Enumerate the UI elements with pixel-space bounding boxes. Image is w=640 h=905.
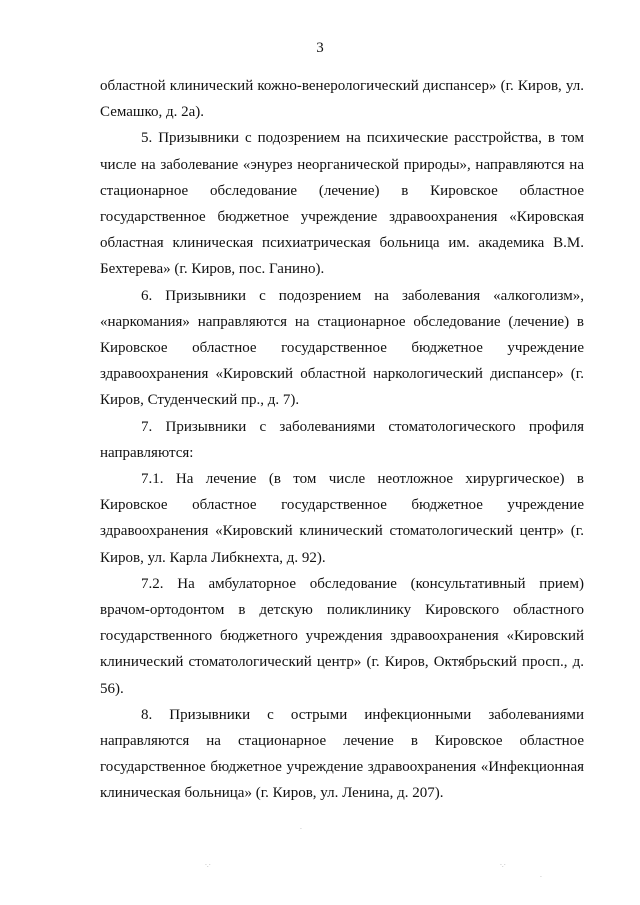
paragraph-item-7-1: 7.1. На лечение (в том числе неотложное хирургическое) в Кировское областное государственное бюджетное учреждение здравоохранения «Кировский клинический стоматологический центр» (г. Киров, ул. Карла Либкнехта, д. 92). xyxy=(100,471,584,566)
scan-artifact-dot: · xyxy=(300,826,302,833)
paragraph-item-8: 8. Призывники с острыми инфекционными заболеваниями направляются на стационарное лечение в Кировское областное государственное бюджетное учреждение здравоохранения «Инфекционная клиническая больница» (г. Киров, ул. Ленина, д. 207). xyxy=(100,706,584,802)
scan-artifact-mark: ·.· xyxy=(205,862,211,869)
document-body xyxy=(100,73,584,807)
paragraph-continuation: областной клинический кожно-венерологический диспансер» (г. Киров, ул. Семашко, д. 2а). xyxy=(100,78,584,121)
paragraph-item-7-2: 7.2. На амбулаторное обследование (консультативный прием) врачом-ортодонтом в детскую поликлинику Кировского областного государственного бюджетного учреждения здравоохранения «Кировский клинический стоматологический центр» (г. Киров, Октябрьский просп., д. 56). xyxy=(100,575,584,697)
paragraph-item-7: 7. Призывники с заболеваниями стоматологического профиля направляются: xyxy=(100,418,584,461)
paragraph-item-5: 5. Призывники с подозрением на психические расстройства, в том числе на заболевание «энурез неорганической природы», направляются на стационарное обследование (лечение) в Кировское областное государственное бюджетное учреждение здравоохранения «Кировская областная клиническая психиатрическая больница им. академика В.М. Бехтерева» (г. Киров, пос. Ганино). xyxy=(100,130,584,278)
page-number: 3 xyxy=(316,40,324,56)
paragraph-item-6: 6. Призывники с подозрением на заболевания «алкоголизм», «наркомания» направляются на стационарное обследование (лечение) в Кировское областное государственное бюджетное учреждение здравоохранения «Кировский областной наркологический диспансер» (г. Киров, Студенческий пр., д. 7). xyxy=(100,287,584,409)
scan-artifact-dot: · xyxy=(540,874,542,881)
scan-artifact-mark: ·.· xyxy=(500,862,506,869)
